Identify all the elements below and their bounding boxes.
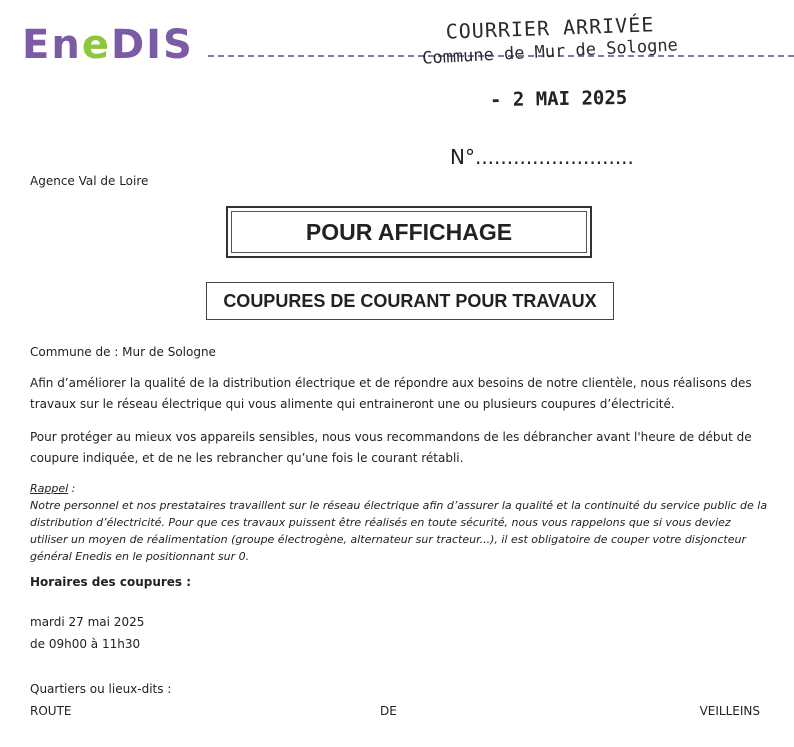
- stamp-line1: COURRIER ARRIVÉE: [445, 12, 655, 44]
- stamp-date: - 2 MAI 2025: [489, 86, 628, 112]
- reminder-colon: :: [68, 482, 76, 495]
- intro-paragraph: Afin d’améliorer la qualité de la distribution électrique et de répondre aux besoins de notre clientèle, nous réalisons des travaux sur le réseau électrique qui vous alimente qui entraineront une ou plusieurs coupures d’électricité.: [30, 376, 752, 411]
- stamp-number: N°.........................: [450, 145, 634, 169]
- posting-title: POUR AFFICHAGE: [305, 218, 513, 245]
- advice-paragraph: Pour protéger au mieux vos appareils sensibles, nous vous recommandons de les débrancher avant l'heure de début de coupure indiquée, et de ne les rebrancher qu’une fois le courant rétabli.: [30, 430, 752, 465]
- commune-line: Commune de : Mur de Sologne: [30, 345, 216, 359]
- area-col2: DE: [380, 704, 397, 718]
- agency-name: Agence Val de Loire: [30, 174, 149, 188]
- enedis-logo: EneDIS: [22, 22, 194, 68]
- stamp-line2: Commune de Mur de Sologne: [421, 35, 679, 69]
- subtitle-text: COUPURES DE COURANT POUR TRAVAUX: [223, 290, 597, 311]
- posting-box: [226, 206, 592, 258]
- outage-date: mardi 27 mai 2025: [30, 615, 145, 629]
- reminder-block: [30, 480, 770, 565]
- outage-time: de 09h00 à 11h30: [30, 637, 141, 651]
- area-col3: VEILLEINS: [699, 704, 760, 718]
- areas-title: Quartiers ou lieux-dits :: [30, 682, 172, 696]
- schedule-title: Horaires des coupures :: [30, 575, 192, 589]
- reminder-text: Notre personnel et nos prestataires travaillent sur le réseau électrique afin d’assurer la qualité et la continuité du service public de la distribution d’électricité. Pour que ces travaux puissent être réalisés en toute sécurité, nous vous rappelons que si vous deviez utiliser un moyen de réalimentation (groupe électrogène, alternateur sur tracteur...), il est obligatoire de couper votre disjoncteur général Enedis en le positionnant sur 0.: [30, 499, 768, 563]
- reminder-title: Rappel: [30, 482, 69, 495]
- subtitle-box: [206, 282, 614, 320]
- received-stamp: [420, 12, 680, 69]
- area-col1: ROUTE: [30, 704, 72, 718]
